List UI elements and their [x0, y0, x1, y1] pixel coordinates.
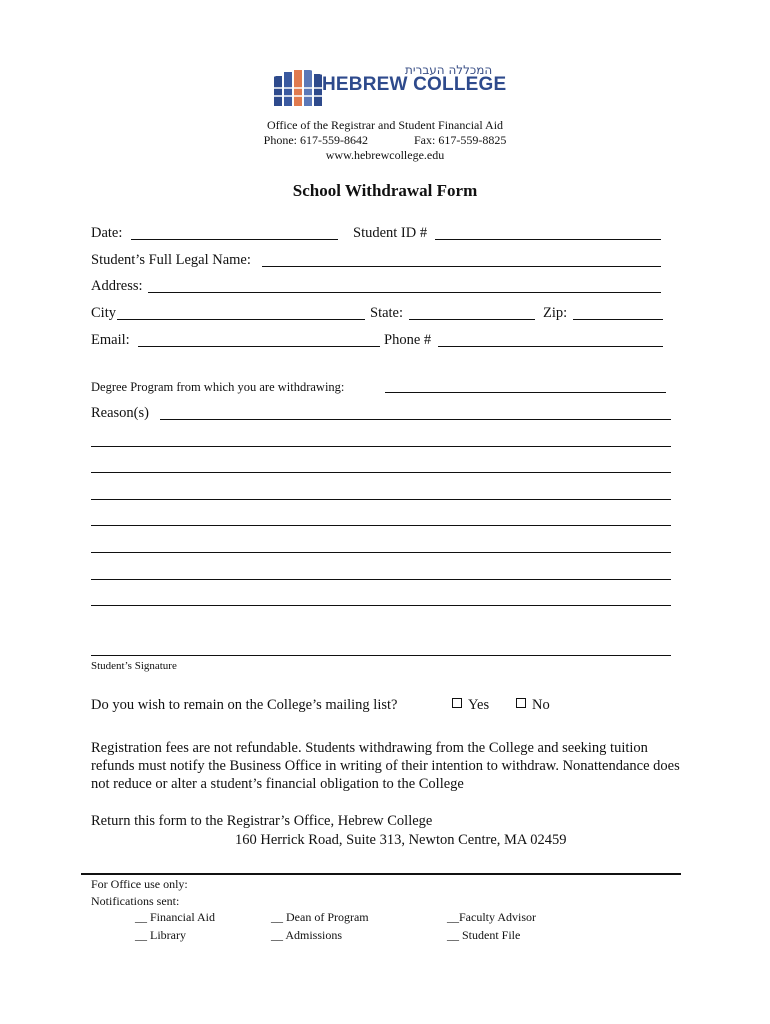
mailing-question: Do you wish to remain on the College’s mailing list? [91, 697, 398, 713]
policy-text: Registration fees are not refundable. Students withdrawing from the College and seeking tuition refunds must notify the Business Office in writing of their intention to withdraw. Nonattendance does not reduce or alter a student’s financial obligation to the College [91, 740, 680, 792]
form-title: School Withdrawal Form [292, 181, 478, 200]
library-item[interactable]: __ Library [135, 928, 186, 942]
reasons-label: Reason(s) [91, 405, 149, 421]
office-info [0, 118, 770, 163]
student-id-field[interactable] [435, 239, 661, 240]
city-label: City [91, 305, 116, 321]
notifications-label: Notifications sent: [91, 894, 180, 908]
logo-hebrew-text: המכללה העברית [405, 63, 493, 77]
reasons-line[interactable] [91, 446, 671, 447]
reasons-line[interactable] [91, 552, 671, 553]
reasons-line[interactable] [91, 499, 671, 500]
office-divider [81, 873, 681, 875]
date-label: Date: [91, 225, 123, 241]
return-line-2: 160 Herrick Road, Suite 313, Newton Centre, MA 02459 [235, 832, 567, 848]
reasons-line[interactable] [91, 525, 671, 526]
mailing-no-label: No [532, 697, 550, 713]
address-label: Address: [91, 278, 143, 294]
contact-line [0, 133, 770, 148]
address-field[interactable] [148, 292, 661, 293]
email-field[interactable] [138, 346, 380, 347]
return-line-1: Return this form to the Registrar’s Office, Hebrew College [91, 813, 433, 829]
office-line: Office of the Registrar and Student Financial Aid [266, 118, 504, 132]
reasons-line[interactable] [91, 579, 671, 580]
date-field[interactable] [131, 239, 338, 240]
logo-college-name: HEBREW COLLEGE [322, 74, 507, 95]
phone-field[interactable] [438, 346, 663, 347]
mailing-no-option[interactable] [516, 697, 550, 714]
mailing-yes-option[interactable] [452, 697, 489, 714]
state-label: State: [370, 305, 404, 321]
degree-field[interactable] [385, 392, 666, 393]
office-fax: Fax: 617-559-8825 [414, 133, 507, 147]
mailing-yes-label: Yes [468, 697, 490, 713]
name-label: Student’s Full Legal Name: [91, 252, 251, 268]
office-website: www.hebrewcollege.edu [325, 148, 445, 162]
city-field[interactable] [117, 319, 365, 320]
phone-label: Phone # [384, 332, 432, 348]
financial-aid-item[interactable]: __ Financial Aid [135, 910, 215, 924]
student-id-label: Student ID # [353, 225, 428, 241]
signature-label: Student’s Signature [91, 660, 177, 672]
email-label: Email: [91, 332, 130, 348]
admissions-item[interactable]: __ Admissions [271, 928, 343, 942]
signature-line[interactable] [91, 655, 671, 656]
office-use-title: For Office use only: [91, 877, 188, 891]
zip-field[interactable] [573, 319, 663, 320]
name-field[interactable] [262, 266, 661, 267]
dean-item[interactable]: __ Dean of Program [271, 910, 369, 924]
zip-label: Zip: [543, 305, 568, 321]
student-file-item[interactable]: __ Student File [447, 928, 521, 942]
state-field[interactable] [409, 319, 535, 320]
reasons-line[interactable] [91, 605, 671, 606]
office-phone: Phone: 617-559-8642 [263, 133, 368, 147]
logo-mark [274, 67, 322, 106]
reasons-field[interactable] [160, 419, 671, 420]
checkbox-icon[interactable] [516, 698, 526, 708]
faculty-advisor-item[interactable]: __Faculty Advisor [447, 910, 536, 924]
reasons-line[interactable] [91, 472, 671, 473]
degree-label: Degree Program from which you are withdrawing: [91, 380, 345, 394]
checkbox-icon[interactable] [452, 698, 462, 708]
